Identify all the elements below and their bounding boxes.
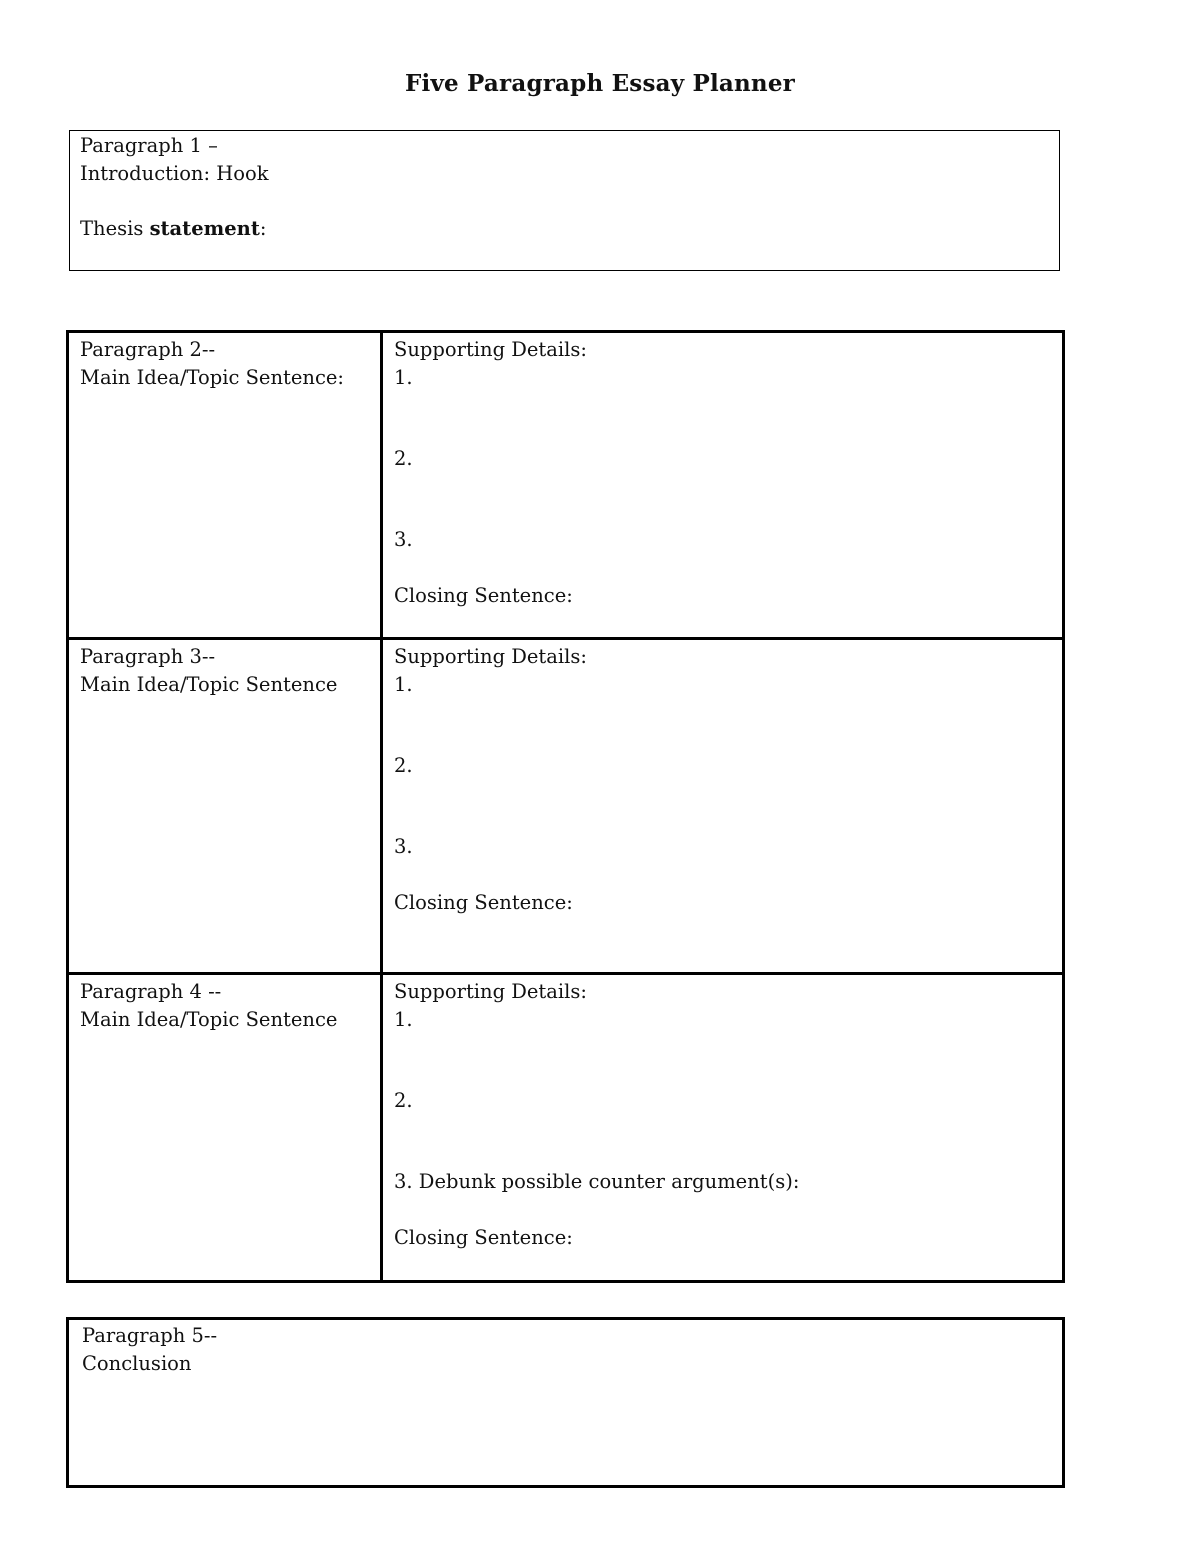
paragraph-3-topic-label: Main Idea/Topic Sentence (80, 673, 338, 696)
supporting-details-label: Supporting Details: (394, 980, 587, 1003)
paragraph-2-row (68, 332, 1064, 639)
thesis-prefix: Thesis (80, 217, 150, 240)
paragraph-4-topic-cell[interactable] (68, 974, 382, 1282)
detail-item-1: 1. (394, 673, 413, 696)
paragraph-3-details-cell[interactable] (382, 639, 1064, 974)
detail-item-3: 3. (394, 528, 413, 551)
paragraph-4-details-cell[interactable] (382, 974, 1064, 1282)
paragraph-3-row (68, 639, 1064, 974)
paragraph-4-row (68, 974, 1064, 1282)
paragraph-2-topic-cell[interactable] (68, 332, 382, 639)
paragraph-1-heading: Paragraph 1 – (80, 134, 218, 157)
detail-item-3: 3. Debunk possible counter argument(s): (394, 1170, 800, 1193)
closing-sentence-label: Closing Sentence: (394, 1226, 573, 1249)
conclusion-label: Conclusion (82, 1352, 192, 1375)
body-paragraphs-table (66, 330, 1065, 1283)
detail-item-2: 2. (394, 447, 413, 470)
paragraph-5-heading: Paragraph 5-- (82, 1324, 218, 1347)
closing-sentence-label: Closing Sentence: (394, 584, 573, 607)
detail-item-2: 2. (394, 1089, 413, 1112)
detail-item-1: 1. (394, 1008, 413, 1031)
paragraph-3-heading: Paragraph 3-- (80, 645, 216, 668)
paragraph-2-details-cell[interactable] (382, 332, 1064, 639)
page-title: Five Paragraph Essay Planner (404, 70, 796, 97)
paragraph-2-topic-label: Main Idea/Topic Sentence: (80, 366, 345, 389)
hook-label: Introduction: Hook (80, 162, 269, 185)
supporting-details-label: Supporting Details: (394, 645, 587, 668)
thesis-suffix: : (259, 217, 267, 240)
detail-item-1: 1. (394, 366, 413, 389)
thesis-label (80, 215, 1049, 243)
closing-sentence-label: Closing Sentence: (394, 891, 573, 914)
paragraph-4-heading: Paragraph 4 -- (80, 980, 222, 1003)
detail-item-2: 2. (394, 754, 413, 777)
paragraph-1-box[interactable] (69, 130, 1060, 271)
thesis-bold: statement (149, 217, 260, 240)
paragraph-2-heading: Paragraph 2-- (80, 338, 216, 361)
supporting-details-label: Supporting Details: (394, 338, 587, 361)
paragraph-5-box[interactable] (66, 1317, 1065, 1488)
paragraph-3-topic-cell[interactable] (68, 639, 382, 974)
detail-item-3: 3. (394, 835, 413, 858)
paragraph-4-topic-label: Main Idea/Topic Sentence (80, 1008, 338, 1031)
